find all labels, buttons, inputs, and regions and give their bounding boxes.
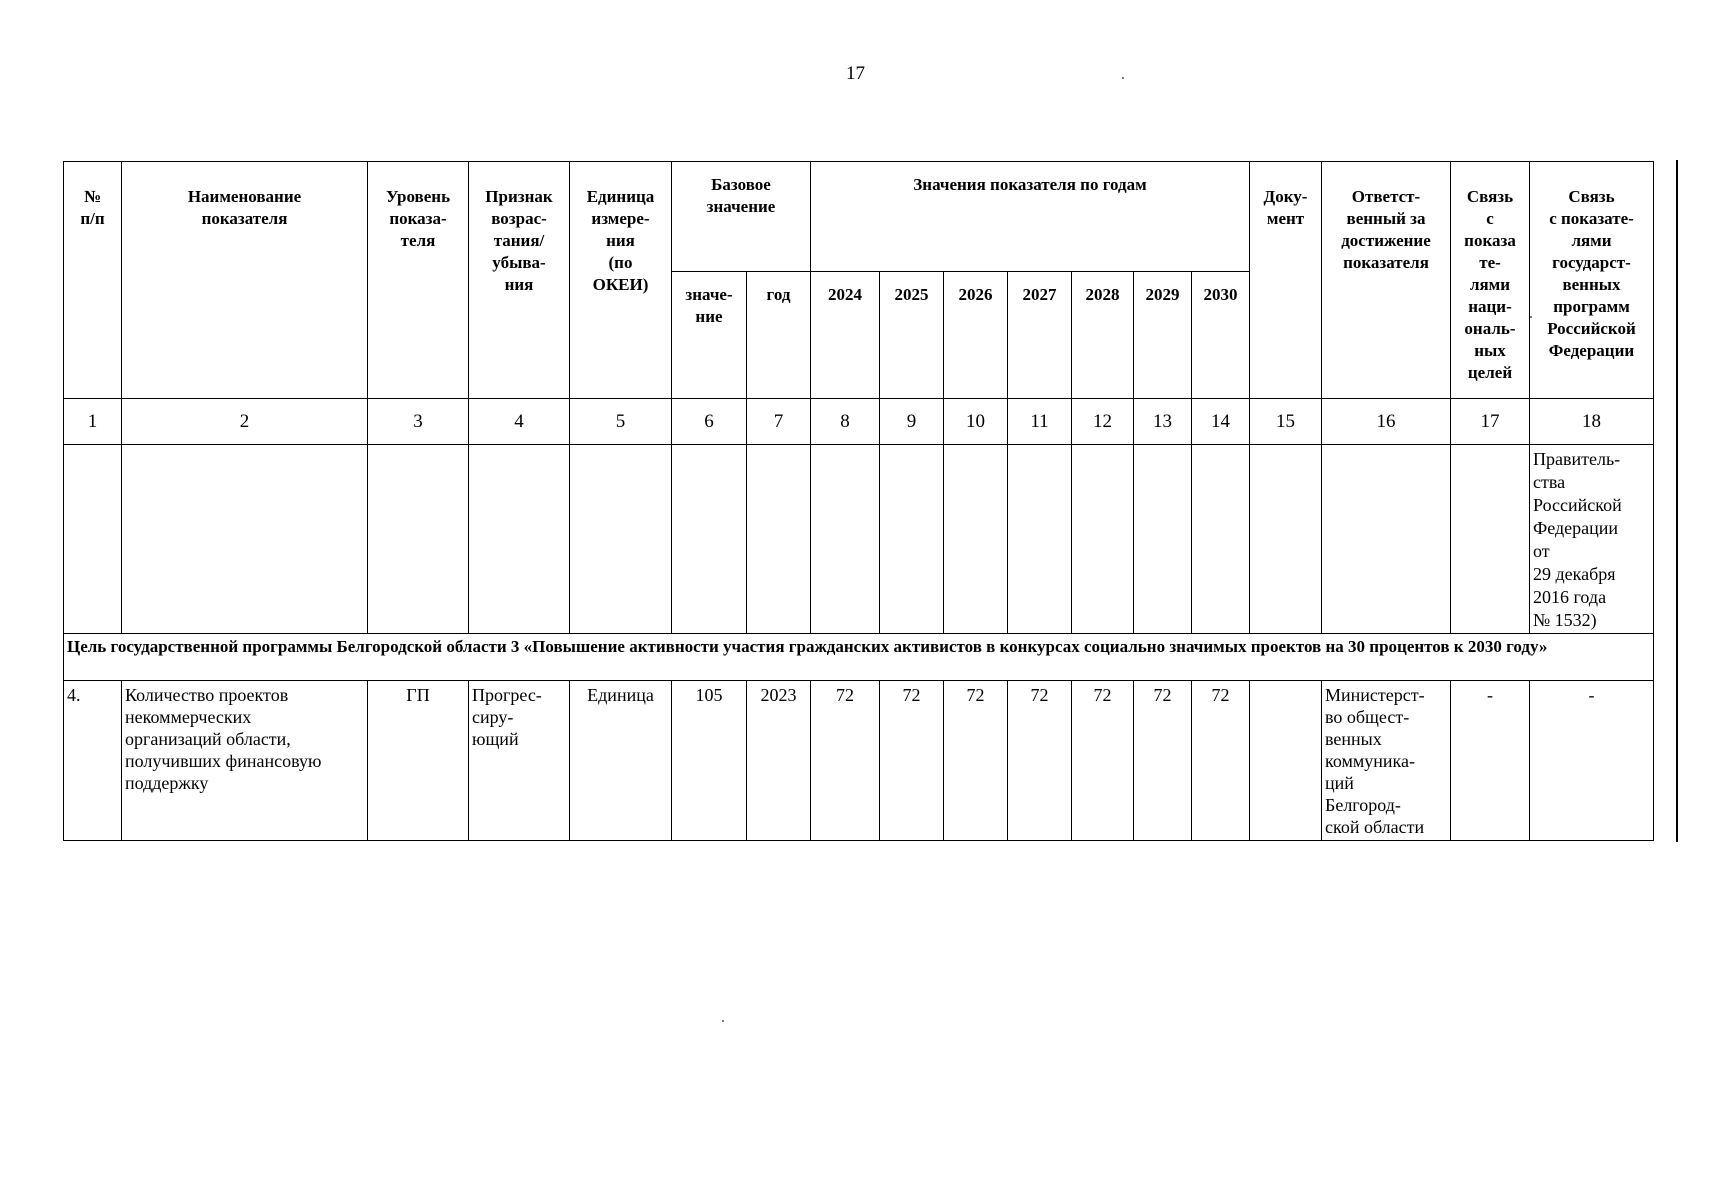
- year-value: 72: [944, 681, 1008, 841]
- header-year: [1192, 272, 1250, 399]
- header-years-group: [811, 162, 1250, 272]
- indicator-unit: Единица: [570, 681, 672, 841]
- empty-cell: [672, 445, 747, 634]
- link-federal: -: [1530, 681, 1654, 841]
- indicator-level: ГП: [368, 681, 469, 841]
- responsible-text: Министерст- во общест- венных коммуника- ций Белгород- ской области: [1325, 685, 1425, 837]
- header-name-text: Наименование показателя: [187, 187, 302, 228]
- continuation-text-content: Правитель- ства Российской Федерации от 29 декабря 2016 года № 1532): [1533, 449, 1622, 630]
- page-edge-rule: [1676, 160, 1678, 842]
- continuation-text: [1530, 445, 1654, 634]
- goal-text: Цель государственной программы Белгородской области 3 «Повышение активности участия гражданских активистов в конкурсах социально значимых проектов на 30 процентов к 2030 году»: [64, 634, 1654, 681]
- column-number: 18: [1530, 399, 1654, 445]
- empty-cell: [469, 445, 570, 634]
- header-name: [122, 162, 368, 399]
- indicators-table: [63, 161, 1654, 841]
- header-year-text: 2029: [1145, 285, 1180, 304]
- column-number: 1: [64, 399, 122, 445]
- column-number: 7: [747, 399, 811, 445]
- header-year: [1134, 272, 1192, 399]
- year-value: 72: [1008, 681, 1072, 841]
- empty-cell: [64, 445, 122, 634]
- header-trend: [469, 162, 570, 399]
- column-number: 5: [570, 399, 672, 445]
- header-trend-text: Признак возрас- тания/ убыва- ния: [485, 187, 553, 294]
- empty-cell: [944, 445, 1008, 634]
- header-base-year-text: год: [766, 285, 791, 304]
- column-number: 3: [368, 399, 469, 445]
- header-base-value: [672, 272, 747, 399]
- empty-cell: [1250, 445, 1322, 634]
- column-number: 10: [944, 399, 1008, 445]
- empty-cell: [1072, 445, 1134, 634]
- header-link-federal-text: Связь с показате- лями государст- венных программ Российской Федерации: [1547, 187, 1636, 360]
- header-year-text: 2030: [1203, 285, 1238, 304]
- table-row: [64, 681, 1654, 841]
- page-number: 17: [846, 63, 865, 84]
- column-number: 14: [1192, 399, 1250, 445]
- header-base-year: [747, 272, 811, 399]
- header-base-group: [672, 162, 811, 272]
- column-number: 16: [1322, 399, 1451, 445]
- header-unit-text: Единица измере- ния (по ОКЕИ): [586, 187, 655, 294]
- goal-row: [64, 634, 1654, 681]
- column-number: 9: [880, 399, 944, 445]
- responsible: [1322, 681, 1451, 841]
- header-base-group-text: Базовое значение: [706, 175, 776, 216]
- column-number: 4: [469, 399, 570, 445]
- header-level: [368, 162, 469, 399]
- empty-cell: [368, 445, 469, 634]
- header-years-group-text: Значения показателя по годам: [913, 175, 1147, 194]
- header-document-text: Доку- мент: [1263, 187, 1308, 228]
- document-cell: [1250, 681, 1322, 841]
- header-responsible-text: Ответст- венный за достижение показателя: [1341, 187, 1431, 272]
- year-value: 72: [880, 681, 944, 841]
- header-level-text: Уровень показа- теля: [385, 187, 451, 250]
- header-link-national: [1451, 162, 1530, 399]
- column-number: 2: [122, 399, 368, 445]
- indicator-name-text: Количество проектов некоммерческих организаций области, получивших финансовую поддержку: [125, 685, 322, 793]
- base-year: 2023: [747, 681, 811, 841]
- empty-cell: [1134, 445, 1192, 634]
- header-responsible: [1322, 162, 1451, 399]
- column-number: 12: [1072, 399, 1134, 445]
- year-value: 72: [1192, 681, 1250, 841]
- header-year: [811, 272, 880, 399]
- header-year-text: 2024: [828, 285, 862, 304]
- indicator-name: [122, 681, 368, 841]
- header-year-text: 2025: [894, 285, 929, 304]
- header-year-text: 2028: [1085, 285, 1120, 304]
- indicator-trend: [469, 681, 570, 841]
- header-year: [1072, 272, 1134, 399]
- empty-cell: [811, 445, 880, 634]
- header-link-federal: [1530, 162, 1654, 399]
- column-number-row: [64, 399, 1654, 445]
- empty-cell: [570, 445, 672, 634]
- indicator-trend-text: Прогрес- сиру- ющий: [472, 685, 542, 749]
- year-value: 72: [1072, 681, 1134, 841]
- header-year: [880, 272, 944, 399]
- continuation-row: [64, 445, 1654, 634]
- header-base-value-text: значе- ние: [685, 285, 733, 326]
- header-year-text: 2027: [1022, 285, 1057, 304]
- header-link-national-text: Связь с показа те- лями наци- ональ- ных целей: [1464, 187, 1516, 382]
- header-unit: [570, 162, 672, 399]
- year-value: 72: [1134, 681, 1192, 841]
- empty-cell: [122, 445, 368, 634]
- scan-speck: [1122, 77, 1124, 79]
- link-national: -: [1451, 681, 1530, 841]
- column-number: 6: [672, 399, 747, 445]
- empty-cell: [1322, 445, 1451, 634]
- column-number: 11: [1008, 399, 1072, 445]
- scan-speck: [722, 1020, 724, 1022]
- header-year-text: 2026: [958, 285, 993, 304]
- header-year: [944, 272, 1008, 399]
- header-year: [1008, 272, 1072, 399]
- empty-cell: [880, 445, 944, 634]
- empty-cell: [747, 445, 811, 634]
- base-value: 105: [672, 681, 747, 841]
- empty-cell: [1008, 445, 1072, 634]
- column-number: 8: [811, 399, 880, 445]
- header-document: [1250, 162, 1322, 399]
- row-number: 4.: [64, 681, 122, 841]
- empty-cell: [1192, 445, 1250, 634]
- column-number: 13: [1134, 399, 1192, 445]
- empty-cell: [1451, 445, 1530, 634]
- header-number-text: № п/п: [80, 187, 105, 228]
- year-value: 72: [811, 681, 880, 841]
- header-number: [64, 162, 122, 399]
- column-number: 15: [1250, 399, 1322, 445]
- column-number: 17: [1451, 399, 1530, 445]
